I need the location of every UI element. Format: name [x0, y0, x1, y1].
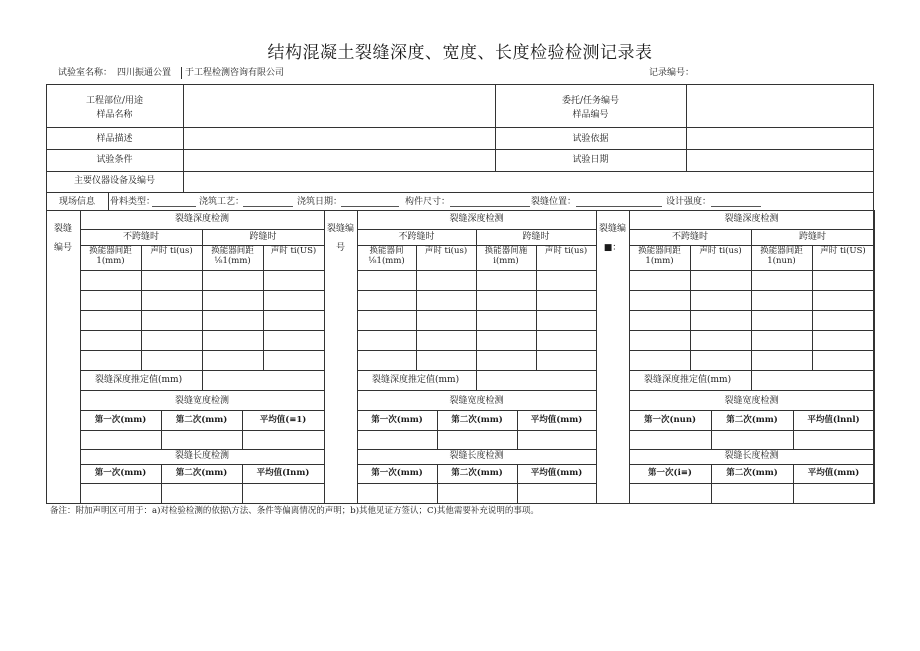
- grid-line: [80, 430, 324, 431]
- grid-line: [80, 410, 324, 411]
- grid-line: [80, 350, 324, 351]
- width-section-title: 裂缝宽度检测: [724, 396, 779, 406]
- sample-desc-label: 样品描述: [96, 134, 133, 144]
- length-section-title: 裂缝长度检测: [449, 451, 504, 461]
- length-first-header: 第一次(mm): [371, 468, 423, 478]
- grid-line: [324, 210, 325, 504]
- grid-line: [690, 245, 691, 370]
- grid-line: [629, 483, 874, 484]
- sample-name-label: 样品名称: [96, 110, 133, 120]
- length-second-header: 第二次(mm): [726, 468, 778, 478]
- spacing-unit: ⅛1(mm): [214, 256, 251, 266]
- grid-line: [80, 310, 324, 311]
- lab-name-label: 试验室名称：: [58, 68, 113, 78]
- grid-line: [629, 464, 874, 465]
- no-cross-header: 不跨缝时: [122, 232, 159, 242]
- length-first-header: 第一次(i≡): [648, 468, 692, 478]
- grid-line: [357, 449, 596, 450]
- page-title: 结构混凝土裂缝深度、宽度、长度检验检测记录表: [267, 43, 653, 63]
- record-table: [46, 84, 874, 504]
- grid-line: [202, 370, 203, 390]
- length-average-header: 平均值(mm): [530, 468, 583, 478]
- grid-line: [629, 330, 874, 331]
- no-cross-header: 不跨缝时: [671, 232, 708, 242]
- sound-time-header: 声时 ti(us): [150, 246, 193, 256]
- grid-line: [629, 430, 874, 431]
- spacing-header: 换能器间施: [484, 246, 528, 256]
- grid-line: [141, 245, 142, 370]
- grid-line: [80, 449, 324, 450]
- length-average-header: 平均值(mm): [807, 468, 860, 478]
- grid-line: [357, 330, 596, 331]
- spacing-unit: 1(nun): [767, 256, 796, 266]
- grid-line: [357, 410, 596, 411]
- width-average-header: 平均值(mm): [530, 415, 583, 425]
- site-info-label: 现场信息: [58, 197, 95, 207]
- length-section-title: 裂缝长度检测: [174, 451, 229, 461]
- depth-section-title: 裂缝深度检测: [449, 214, 504, 224]
- pour-date-label: 浇筑日期：: [297, 197, 343, 207]
- lab-name-value-2: 于工程检测咨询有限公司: [185, 68, 285, 78]
- grid-line: [263, 245, 264, 370]
- spacing-header: 换能器间距: [89, 246, 132, 256]
- grid-line: [476, 370, 477, 390]
- grid-line: [629, 350, 874, 351]
- crack-id-label: 编号: [53, 243, 72, 253]
- cross-header: 跨缝时: [798, 232, 826, 242]
- sample-no-label: 样品编号: [572, 110, 609, 120]
- crack-id-label: 裂缝: [53, 224, 72, 234]
- depth-section-title: 裂缝深度检测: [724, 214, 779, 224]
- grid-line: [357, 483, 596, 484]
- grid-line: [536, 245, 537, 370]
- lab-name-value: 四川振通公置: [117, 68, 172, 78]
- spacing-unit: ⅛1(mm): [368, 256, 405, 266]
- grid-line: [751, 370, 752, 390]
- commission-label: 委托/任务编号: [561, 96, 620, 106]
- grid-line: [416, 245, 417, 370]
- record-number-label: 记录编号：: [649, 68, 695, 78]
- width-first-header: 第一次(mm): [371, 415, 423, 425]
- grid-line: [596, 210, 597, 504]
- member-size-label: 构件尺寸：: [405, 197, 451, 207]
- grid-line: [357, 350, 596, 351]
- sound-time-header: 声时 ti(us): [544, 246, 588, 256]
- test-basis-label: 试验依据: [572, 134, 609, 144]
- grid-line: [629, 310, 874, 311]
- crack-id-label: ■：: [603, 243, 622, 253]
- grid-line: [629, 270, 874, 271]
- length-first-header: 第一次(mm): [94, 468, 147, 478]
- grid-line: [80, 330, 324, 331]
- depth-estimate-label: 裂缝深度推定值(mm): [644, 375, 732, 385]
- remarks-note: 备注：附加声明区可用于：a)对检验检测的依据\方法、条件等偏离情况的声明；b)其他见证方签认；C)其他需要补充说明的事项。: [50, 506, 539, 516]
- grid-line: [629, 449, 874, 450]
- width-average-header: 平均值(≡1): [259, 415, 307, 425]
- sound-time-header: 声时 ti(us): [424, 246, 468, 256]
- width-average-header: 平均值(lnnl): [807, 415, 860, 425]
- test-cond-label: 试验条件: [96, 155, 133, 165]
- grid-line: [874, 210, 875, 504]
- grid-line: [80, 464, 324, 465]
- grid-line: [357, 464, 596, 465]
- grid-line: [80, 290, 324, 291]
- length-second-header: 第二次(mm): [175, 468, 228, 478]
- width-section-title: 裂缝宽度检测: [449, 396, 504, 406]
- width-second-header: 第二次(mm): [451, 415, 503, 425]
- no-cross-header: 不跨缝时: [398, 232, 435, 242]
- spacing-unit: 1(mm): [96, 256, 125, 266]
- depth-section-title: 裂缝深度检测: [174, 214, 229, 224]
- grid-line: [357, 430, 596, 431]
- grid-line: [357, 290, 596, 291]
- width-second-header: 第二次(mm): [726, 415, 778, 425]
- sound-time-header: 声时 ti(US): [270, 246, 317, 256]
- grid-line: [357, 270, 596, 271]
- project-label: 工程部位/用途: [85, 96, 144, 106]
- depth-estimate-label: 裂缝深度推定值(mm): [372, 375, 460, 385]
- depth-estimate-label: 裂缝深度推定值(mm): [95, 375, 183, 385]
- cross-header: 跨缝时: [522, 232, 550, 242]
- sound-time-header: 声时 ti(us): [699, 246, 742, 256]
- pour-process-label: 浇筑工艺：: [199, 197, 245, 207]
- separator: [181, 67, 182, 79]
- crack-id-label: 裂缝编: [326, 224, 354, 234]
- grid-line: [812, 245, 813, 370]
- width-first-header: 第一次(mm): [94, 415, 147, 425]
- crack-position-label: 裂缝位置：: [531, 197, 577, 207]
- test-date-label: 试验日期: [572, 155, 609, 165]
- width-first-header: 第一次(nun): [643, 415, 697, 425]
- grid-line: [629, 410, 874, 411]
- equipment-label: 主要仪器设备及编号: [73, 176, 155, 186]
- width-second-header: 第二次(mm): [175, 415, 228, 425]
- sound-time-header: 声时 ti(US): [820, 246, 866, 256]
- spacing-unit: 1(mm): [645, 256, 674, 266]
- length-second-header: 第二次(mm): [451, 468, 503, 478]
- crack-id-label: 裂缝编: [598, 224, 626, 234]
- aggregate-label: 骨料类型：: [110, 197, 156, 207]
- grid-line: [629, 390, 874, 391]
- design-strength-label: 设计强度：: [666, 197, 712, 207]
- grid-line: [80, 483, 324, 484]
- length-section-title: 裂缝长度检测: [724, 451, 779, 461]
- cross-header: 跨缝时: [249, 232, 277, 242]
- grid-line: [357, 310, 596, 311]
- spacing-header: 换能器间: [369, 246, 404, 256]
- length-average-header: 平均值(Inm): [256, 468, 310, 478]
- spacing-header: 换能器间距: [638, 246, 681, 256]
- grid-line: [80, 270, 324, 271]
- grid-line: [80, 390, 324, 391]
- grid-line: [357, 390, 596, 391]
- width-section-title: 裂缝宽度检测: [174, 396, 229, 406]
- grid-line: [629, 290, 874, 291]
- spacing-header: 换能器间距: [760, 246, 803, 256]
- spacing-unit: i(mm): [493, 256, 519, 266]
- spacing-header: 换能器间距: [211, 246, 254, 256]
- crack-id-label: 号: [335, 243, 345, 253]
